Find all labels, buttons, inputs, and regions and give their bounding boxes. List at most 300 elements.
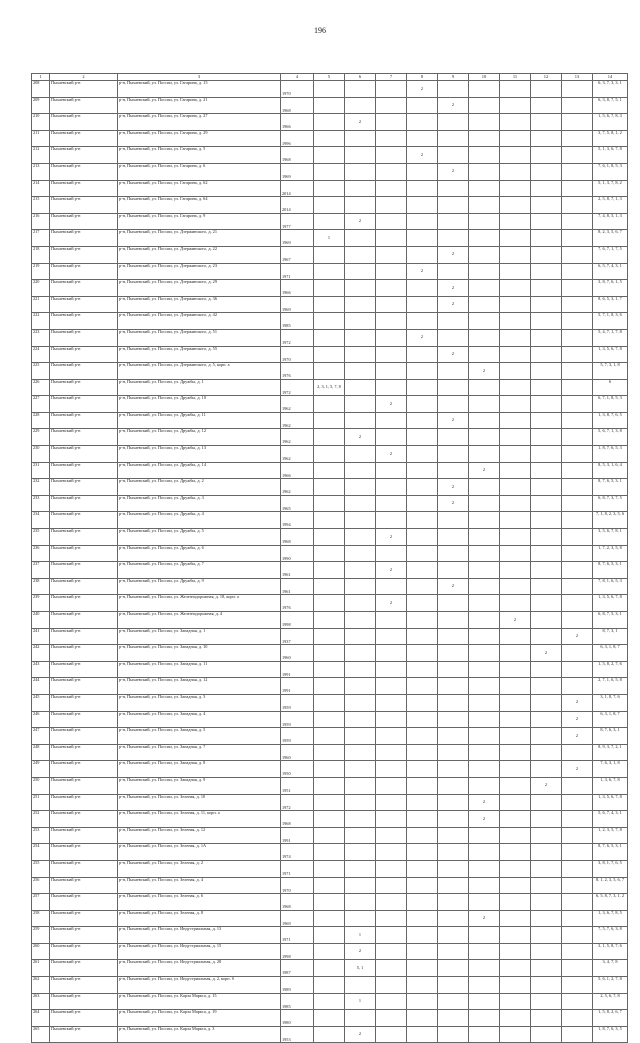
district-cell: Пыхаевский р-н [50, 529, 118, 546]
col13-cell [562, 296, 593, 313]
col10-cell [469, 280, 500, 297]
address-cell: р-н, Пыхаевский, ул. Поссии, ул. Западная, д. 11 [118, 661, 281, 678]
col11-cell [500, 943, 531, 960]
address-cell: р-н, Пыхаевский, ул. Поссии, ул. Дружбы, д. 14 [118, 462, 281, 479]
col12-cell [531, 147, 562, 164]
address-cell: р-н, Пыхаевский, ул. Поссии, ул. Гагарина, д. 6 [118, 163, 281, 180]
year-cell: 1961 [281, 562, 314, 579]
col7-cell: 2 [376, 396, 407, 413]
col12-cell [531, 379, 562, 396]
col11-cell [500, 877, 531, 894]
col7-cell [376, 329, 407, 346]
col6-cell [345, 877, 376, 894]
row-number: 258 [32, 910, 50, 927]
col14-cell: 6, 3, 1, 8, 7 [593, 645, 628, 662]
row-number: 251 [32, 794, 50, 811]
col13-cell [562, 744, 593, 761]
year-cell: 1970 [281, 81, 314, 98]
year-cell: 1961 [281, 578, 314, 595]
district-cell: Пыхаевский р-н [50, 495, 118, 512]
row-number: 259 [32, 927, 50, 944]
col14-cell: 6, 3, 7, 3, 3, 1 [593, 81, 628, 98]
col6-cell [345, 894, 376, 911]
col12-cell [531, 529, 562, 546]
col9-cell [438, 147, 469, 164]
row-number: 253 [32, 827, 50, 844]
col13-cell [562, 263, 593, 280]
col11-cell [500, 728, 531, 745]
table-header [32, 74, 628, 81]
district-cell: Пыхаевский р-н [50, 628, 118, 645]
col14-cell: 8, 7, 6, 5, 3, 1 [593, 562, 628, 579]
col5-cell [314, 711, 345, 728]
col9-cell [438, 180, 469, 197]
col13-cell [562, 163, 593, 180]
address-cell: р-н, Пыхаевский, ул. Поссии, ул. Западная, д. 7 [118, 744, 281, 761]
col11-cell [500, 479, 531, 496]
col8-cell [407, 363, 438, 380]
col14-cell: 1, 5, 6, 7, 8, 3 [593, 114, 628, 131]
col9-cell [438, 1026, 469, 1043]
col8-cell [407, 943, 438, 960]
col9-cell: 2 [438, 412, 469, 429]
col13-cell [562, 130, 593, 147]
col9-cell [438, 860, 469, 877]
col10-cell [469, 230, 500, 247]
row-number: 256 [32, 877, 50, 894]
col8-cell [407, 180, 438, 197]
col12-cell [531, 1026, 562, 1043]
row-number: 221 [32, 296, 50, 313]
col8-cell: 2 [407, 147, 438, 164]
col14-cell: 8, 1, 2, 3, 5, 6, 7 [593, 877, 628, 894]
col9-cell [438, 545, 469, 562]
col7-cell [376, 1010, 407, 1027]
col8-cell [407, 429, 438, 446]
col7-cell [376, 346, 407, 363]
row-number: 265 [32, 1026, 50, 1043]
col6-cell [345, 363, 376, 380]
table-row [32, 943, 628, 960]
col8-cell [407, 910, 438, 927]
col10-cell [469, 246, 500, 263]
col7-cell [376, 230, 407, 247]
col14-cell: 5, 7, 3, 1, 8 [593, 363, 628, 380]
col14-cell: 6, 3, 1, 8, 7 [593, 711, 628, 728]
col12-cell [531, 114, 562, 131]
col13-cell [562, 462, 593, 479]
year-cell: 1977 [281, 213, 314, 230]
col7-cell [376, 678, 407, 695]
col14-cell: 7, 6, 7, 1, 7, 5 [593, 246, 628, 263]
address-cell: р-н, Пыхаевский, ул. Поссии, ул. Дружбы, д. 6 [118, 545, 281, 562]
col14-cell: 6, 5, 8, 7, 3, 1, 2 [593, 894, 628, 911]
table-row [32, 263, 628, 280]
col8-cell [407, 694, 438, 711]
col13-cell [562, 860, 593, 877]
col6-cell [345, 379, 376, 396]
col6-cell [345, 230, 376, 247]
year-cell: 1994 [281, 512, 314, 529]
col6-cell [345, 446, 376, 463]
address-cell: р-н, Пыхаевский, ул. Поссии, ул. Зеленая, д. 8 [118, 910, 281, 927]
col13-cell [562, 595, 593, 612]
col11-cell [500, 529, 531, 546]
district-cell: Пыхаевский р-н [50, 197, 118, 214]
col12-cell [531, 744, 562, 761]
col6-cell [345, 479, 376, 496]
col11-cell [500, 114, 531, 131]
col9-cell [438, 993, 469, 1010]
col12-cell [531, 479, 562, 496]
col7-cell [376, 197, 407, 214]
row-number: 261 [32, 960, 50, 977]
col8-cell [407, 993, 438, 1010]
col6-cell [345, 1010, 376, 1027]
col12-cell [531, 280, 562, 297]
column-header: 5 [314, 74, 345, 81]
table-row [32, 429, 628, 446]
col7-cell [376, 612, 407, 629]
col10-cell [469, 512, 500, 529]
col12-cell [531, 844, 562, 861]
year-cell: 1985 [281, 313, 314, 330]
col7-cell [376, 180, 407, 197]
col9-cell: 2 [438, 280, 469, 297]
col8-cell [407, 844, 438, 861]
col12-cell: 2 [531, 645, 562, 662]
year-cell: 1969 [281, 910, 314, 927]
col8-cell [407, 1010, 438, 1027]
col10-cell [469, 296, 500, 313]
col6-cell: 2 [345, 943, 376, 960]
col14-cell: 2, 5, 8, 7, 1, 3 [593, 197, 628, 214]
col5-cell [314, 280, 345, 297]
col10-cell [469, 114, 500, 131]
address-cell: р-н, Пыхаевский, ул. Поссии, ул. Западная, д. 1 [118, 628, 281, 645]
col6-cell: 1 [345, 927, 376, 944]
district-cell: Пыхаевский р-н [50, 545, 118, 562]
col7-cell [376, 163, 407, 180]
col7-cell [376, 943, 407, 960]
col10-cell [469, 943, 500, 960]
col14-cell: 1, 8, 7, 6, 5, 3 [593, 446, 628, 463]
col7-cell [376, 811, 407, 828]
column-header: 6 [345, 74, 376, 81]
address-cell: р-н, Пыхаевский, ул. Поссии, ул. Дружбы, д. 7 [118, 562, 281, 579]
district-cell: Пыхаевский р-н [50, 329, 118, 346]
col14-cell: 3, 4, 7, 8 [593, 960, 628, 977]
col9-cell [438, 628, 469, 645]
col10-cell [469, 529, 500, 546]
address-cell: р-н, Пыхаевский, ул. Поссии, ул. Дружбы, д. 13 [118, 446, 281, 463]
year-cell: 1996 [281, 130, 314, 147]
col9-cell [438, 114, 469, 131]
row-number: 245 [32, 694, 50, 711]
address-cell: р-н, Пыхаевский, ул. Поссии, ул. Гагарина, д. 5 [118, 147, 281, 164]
col5-cell [314, 197, 345, 214]
district-cell: Пыхаевский р-н [50, 827, 118, 844]
col12-cell [531, 346, 562, 363]
address-cell: р-н, Пыхаевский, ул. Поссии, ул. Индустриальная, д. 13 [118, 927, 281, 944]
col7-cell: 2 [376, 562, 407, 579]
address-cell: р-н, Пыхаевский, ул. Поссии, ул. Дружбы, д. 12 [118, 429, 281, 446]
col14-cell: 3, 7, 5, 8, 1, 2 [593, 130, 628, 147]
year-cell: 2014 [281, 180, 314, 197]
col8-cell [407, 645, 438, 662]
table-row [32, 977, 628, 994]
col12-cell [531, 296, 562, 313]
col5-cell [314, 512, 345, 529]
col9-cell [438, 595, 469, 612]
col10-cell: 2 [469, 910, 500, 927]
col10-cell [469, 628, 500, 645]
col12-cell [531, 910, 562, 927]
col11-cell [500, 213, 531, 230]
col10-cell [469, 645, 500, 662]
col10-cell [469, 877, 500, 894]
row-number: 209 [32, 97, 50, 114]
col6-cell: 2 [345, 429, 376, 446]
col11-cell [500, 1026, 531, 1043]
col8-cell [407, 545, 438, 562]
col9-cell [438, 363, 469, 380]
col7-cell [376, 910, 407, 927]
row-number: 230 [32, 446, 50, 463]
column-header: 10 [469, 74, 500, 81]
col5-cell [314, 694, 345, 711]
table-row [32, 479, 628, 496]
address-cell: р-н, Пыхаевский, ул. Поссии, ул. Дружбы, д. 2 [118, 479, 281, 496]
col9-cell [438, 612, 469, 629]
col13-cell [562, 993, 593, 1010]
address-cell: р-н, Пыхаевский, ул. Поссии, ул. Дзержинского, д. 42 [118, 313, 281, 330]
col8-cell [407, 728, 438, 745]
col11-cell [500, 97, 531, 114]
col12-cell [531, 943, 562, 960]
col13-cell [562, 612, 593, 629]
col13-cell [562, 246, 593, 263]
col11-cell [500, 495, 531, 512]
col14-cell: 7, 8, 1, 6, 5, 3 [593, 578, 628, 595]
col14-cell: 6 [593, 379, 628, 396]
col13-cell [562, 678, 593, 695]
col13-cell [562, 412, 593, 429]
table-row [32, 761, 628, 778]
table-row [32, 678, 628, 695]
col7-cell [376, 578, 407, 595]
col5-cell [314, 213, 345, 230]
col8-cell [407, 612, 438, 629]
year-cell: 1991 [281, 661, 314, 678]
col9-cell [438, 529, 469, 546]
year-cell: 1972 [281, 379, 314, 396]
col5-cell [314, 960, 345, 977]
col13-cell [562, 777, 593, 794]
district-cell: Пыхаевский р-н [50, 877, 118, 894]
col7-cell [376, 844, 407, 861]
col8-cell [407, 562, 438, 579]
district-cell: Пыхаевский р-н [50, 429, 118, 446]
row-number: 208 [32, 81, 50, 98]
col9-cell [438, 744, 469, 761]
district-cell: Пыхаевский р-н [50, 296, 118, 313]
col14-cell: 5, 6, 7, 4, 3, 1 [593, 811, 628, 828]
col5-cell [314, 296, 345, 313]
col13-cell [562, 910, 593, 927]
col10-cell [469, 429, 500, 446]
col9-cell [438, 512, 469, 529]
year-cell: 1966 [281, 114, 314, 131]
year-cell: 1968 [281, 811, 314, 828]
col12-cell [531, 612, 562, 629]
col6-cell [345, 910, 376, 927]
row-number: 233 [32, 495, 50, 512]
col14-cell: 8, 9, 3, 7, 2, 1 [593, 744, 628, 761]
district-cell: Пыхаевский р-н [50, 744, 118, 761]
col6-cell: 5, 1 [345, 960, 376, 977]
col14-cell: 3, 1, 8, 7, 6 [593, 694, 628, 711]
col13-cell [562, 844, 593, 861]
table-row [32, 844, 628, 861]
row-number: 252 [32, 811, 50, 828]
district-cell: Пыхаевский р-н [50, 960, 118, 977]
col11-cell [500, 130, 531, 147]
table-row [32, 363, 628, 380]
col11-cell [500, 379, 531, 396]
table-row [32, 993, 628, 1010]
col7-cell [376, 628, 407, 645]
col11-cell [500, 744, 531, 761]
col9-cell [438, 943, 469, 960]
year-cell: 1969 [281, 296, 314, 313]
year-cell: 1976 [281, 595, 314, 612]
col7-cell [376, 313, 407, 330]
district-cell: Пыхаевский р-н [50, 794, 118, 811]
col12-cell [531, 263, 562, 280]
col10-cell [469, 81, 500, 98]
col10-cell [469, 97, 500, 114]
table-row [32, 280, 628, 297]
col11-cell [500, 960, 531, 977]
year-cell: 1965 [281, 495, 314, 512]
col9-cell [438, 794, 469, 811]
col5-cell [314, 844, 345, 861]
year-cell: 1972 [281, 329, 314, 346]
col9-cell [438, 927, 469, 944]
col9-cell [438, 446, 469, 463]
col7-cell [376, 263, 407, 280]
row-number: 215 [32, 197, 50, 214]
table-row [32, 694, 628, 711]
col5-cell [314, 578, 345, 595]
col14-cell: 1, 3, 6, 7, 8 [593, 777, 628, 794]
district-cell: Пыхаевский р-н [50, 479, 118, 496]
col9-cell [438, 81, 469, 98]
col10-cell [469, 1010, 500, 1027]
col5-cell [314, 827, 345, 844]
col12-cell [531, 230, 562, 247]
col6-cell [345, 246, 376, 263]
district-cell: Пыхаевский р-н [50, 363, 118, 380]
col11-cell [500, 711, 531, 728]
table-row [32, 213, 628, 230]
district-cell: Пыхаевский р-н [50, 246, 118, 263]
col7-cell [376, 761, 407, 778]
col14-cell: 1, 7, 2, 3, 5, 8 [593, 545, 628, 562]
col13-cell [562, 578, 593, 595]
col13-cell [562, 512, 593, 529]
col5-cell [314, 429, 345, 446]
col13-cell [562, 877, 593, 894]
col10-cell: 2 [469, 363, 500, 380]
year-cell: 1962 [281, 412, 314, 429]
row-number: 229 [32, 429, 50, 446]
col7-cell [376, 977, 407, 994]
address-cell: р-н, Пыхаевский, ул. Поссии, ул. Индустриальная, д. 15 [118, 943, 281, 960]
address-cell: р-н, Пыхаевский, ул. Поссии, ул. Западная, д. 12 [118, 678, 281, 695]
address-cell: р-н, Пыхаевский, ул. Поссии, ул. Дружбы, д. 11 [118, 412, 281, 429]
col8-cell [407, 130, 438, 147]
col13-cell [562, 827, 593, 844]
col5-cell [314, 1010, 345, 1027]
col14-cell: 1, 5, 8, 2, 6, 7 [593, 1010, 628, 1027]
col8-cell [407, 97, 438, 114]
district-cell: Пыхаевский р-н [50, 97, 118, 114]
col6-cell [345, 529, 376, 546]
col7-cell [376, 363, 407, 380]
year-cell: 1971 [281, 263, 314, 280]
col7-cell [376, 877, 407, 894]
col10-cell [469, 844, 500, 861]
col5-cell [314, 495, 345, 512]
col5-cell [314, 462, 345, 479]
district-cell: Пыхаевский р-н [50, 81, 118, 98]
col6-cell [345, 612, 376, 629]
col5-cell [314, 313, 345, 330]
col5-cell [314, 562, 345, 579]
year-cell: 1998 [281, 943, 314, 960]
year-cell: 1969 [281, 230, 314, 247]
address-cell: р-н, Пыхаевский, ул. Поссии, ул. Зеленая, д. 6 [118, 894, 281, 911]
col10-cell [469, 479, 500, 496]
col7-cell [376, 147, 407, 164]
address-cell: р-н, Пыхаевский, ул. Поссии, ул. Западная, д. 9 [118, 777, 281, 794]
col8-cell [407, 230, 438, 247]
district-cell: Пыхаевский р-н [50, 1026, 118, 1043]
address-cell: р-н, Пыхаевский, ул. Поссии, ул. Дзержинского, д. 29 [118, 280, 281, 297]
address-cell: р-н, Пыхаевский, ул. Поссии, ул. Дзержинского, д. 21 [118, 230, 281, 247]
col5-cell [314, 1026, 345, 1043]
year-cell: 1962 [281, 479, 314, 496]
table-row [32, 777, 628, 794]
district-cell: Пыхаевский р-н [50, 977, 118, 994]
col9-cell [438, 910, 469, 927]
col13-cell [562, 645, 593, 662]
district-cell: Пыхаевский р-н [50, 446, 118, 463]
address-cell: р-н, Пыхаевский, ул. Поссии, ул. Зеленая, д. 12 [118, 827, 281, 844]
col10-cell [469, 180, 500, 197]
col7-cell [376, 429, 407, 446]
col11-cell [500, 761, 531, 778]
col8-cell [407, 578, 438, 595]
col7-cell [376, 81, 407, 98]
col8-cell [407, 396, 438, 413]
col11-cell [500, 827, 531, 844]
col12-cell [531, 180, 562, 197]
page-number: 196 [314, 26, 326, 35]
col10-cell [469, 545, 500, 562]
